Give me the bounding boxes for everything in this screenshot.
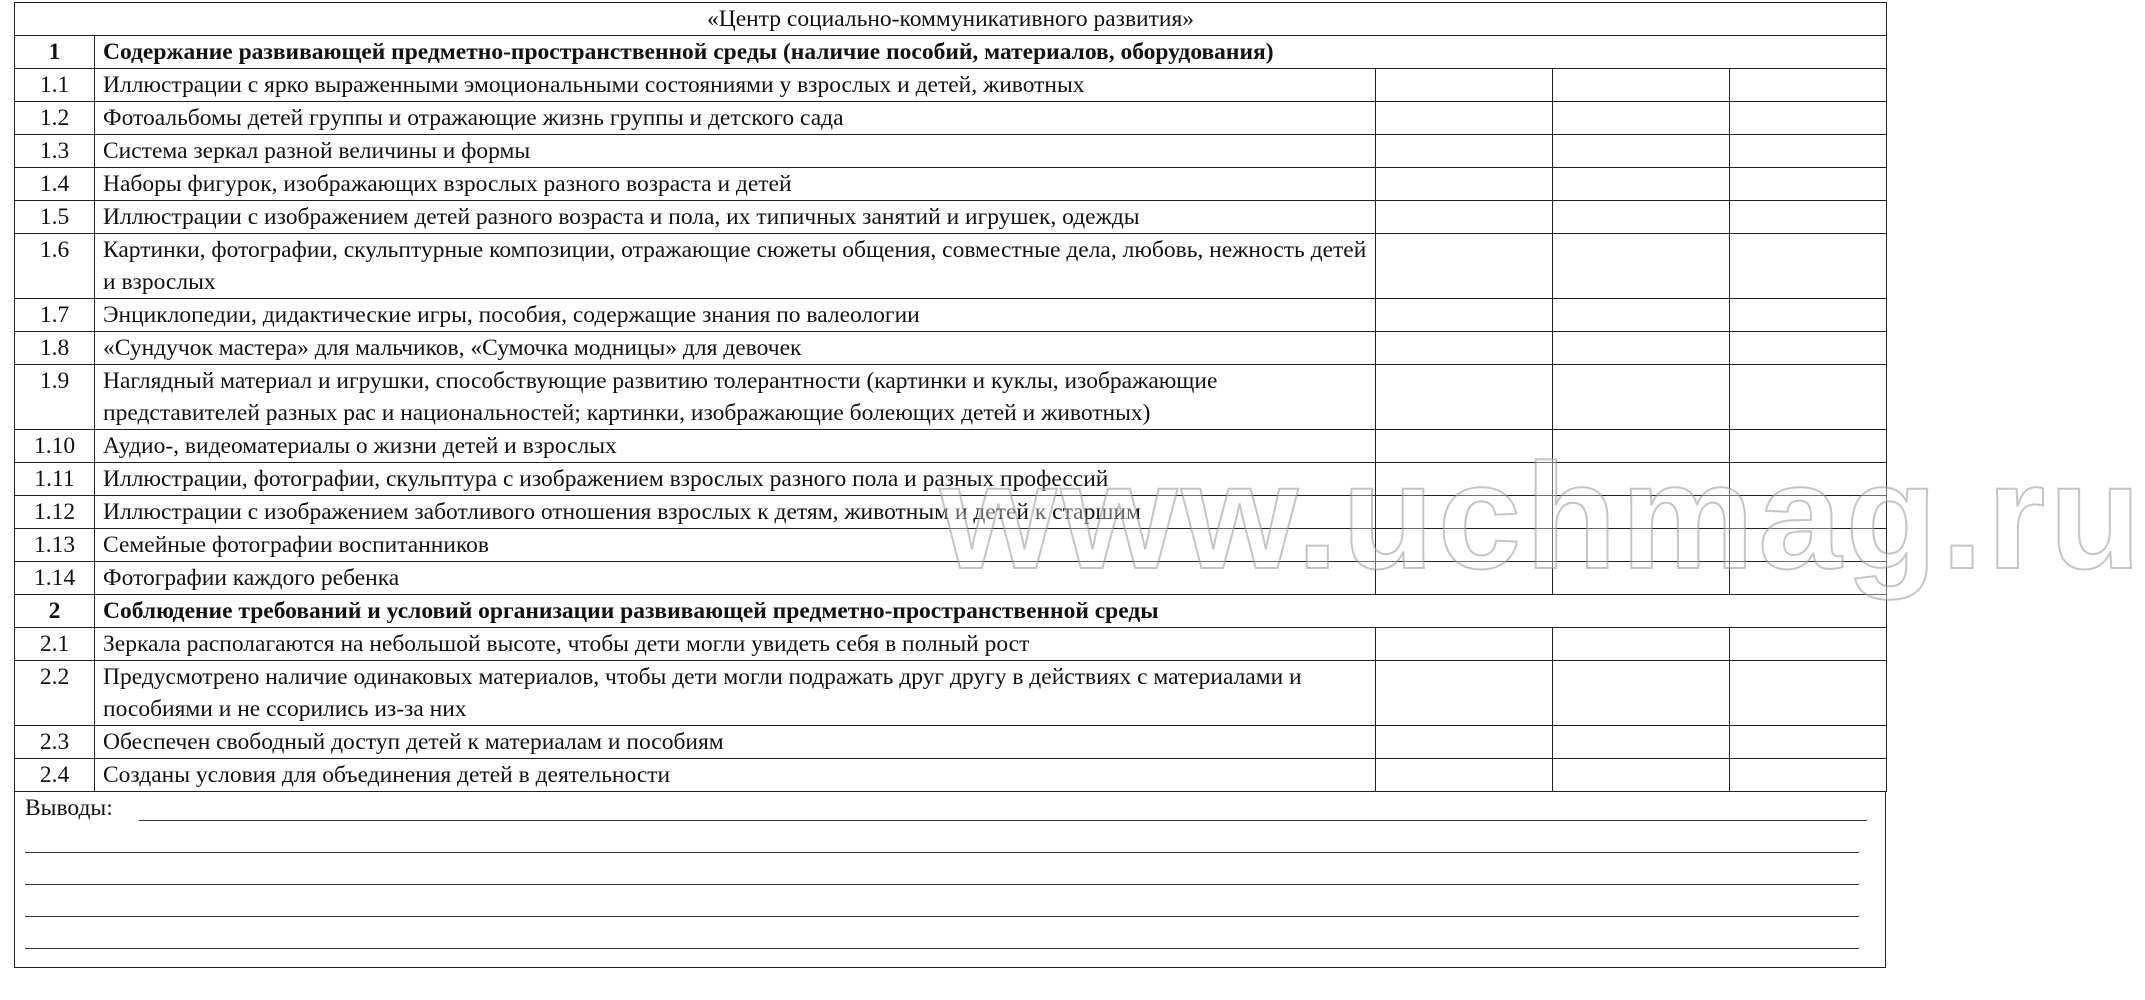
rating-cell[interactable]: [1730, 661, 1887, 726]
table-row: [15, 529, 1887, 562]
rating-cell[interactable]: [1730, 69, 1887, 102]
rating-cell[interactable]: [1730, 529, 1887, 562]
item-text: Иллюстрации с изображением заботливого отношения взрослых к детям, животным и детей к старшим: [95, 496, 1376, 529]
rating-cell[interactable]: [1376, 562, 1553, 595]
item-text: Иллюстрации, фотографии, скульптура с изображением взрослых разного пола и разных профессий: [95, 463, 1376, 496]
watermark: www.uchmag.ru: [940, 432, 2145, 600]
conclusions-line[interactable]: [25, 884, 1859, 885]
item-text: Аудио-, видеоматериалы о жизни детей и взрослых: [95, 430, 1376, 463]
rating-cell[interactable]: [1376, 463, 1553, 496]
observation-form: [14, 2, 1886, 968]
item-text: Иллюстрации с изображением детей разного возраста и пола, их типичных занятий и игрушек, одежды: [95, 201, 1376, 234]
conclusions-area: [14, 792, 1886, 968]
section-heading: Содержание развивающей предметно-пространственной среды (наличие пособий, материалов, оборудования): [95, 36, 1887, 69]
rating-cell[interactable]: [1730, 299, 1887, 332]
rating-cell[interactable]: [1553, 234, 1730, 299]
form-title: «Центр социально-коммуникативного развития»: [15, 3, 1887, 36]
section-header-row: [15, 595, 1887, 628]
rating-cell[interactable]: [1553, 102, 1730, 135]
rating-cell[interactable]: [1553, 628, 1730, 661]
table-row: [15, 69, 1887, 102]
rating-cell[interactable]: [1376, 102, 1553, 135]
table-row: [15, 661, 1887, 726]
table-row: [15, 365, 1887, 430]
item-text: Наглядный материал и игрушки, способствующие развитию толерантности (картинки и куклы, изображающие представителей разных рас и национальностей; картинки, изображающие болеющих детей и животных): [95, 365, 1376, 430]
table-row: [15, 102, 1887, 135]
rating-cell[interactable]: [1553, 529, 1730, 562]
item-text: Наборы фигурок, изображающих взрослых разного возраста и детей: [95, 168, 1376, 201]
item-text: Семейные фотографии воспитанников: [95, 529, 1376, 562]
rating-cell[interactable]: [1553, 299, 1730, 332]
item-number: 2.1: [15, 628, 95, 661]
item-text: Иллюстрации с ярко выраженными эмоциональными состояниями у взрослых и детей, животных: [95, 69, 1376, 102]
rating-cell[interactable]: [1376, 726, 1553, 759]
rating-cell[interactable]: [1730, 726, 1887, 759]
rating-cell[interactable]: [1730, 365, 1887, 430]
rating-cell[interactable]: [1553, 332, 1730, 365]
table-row: [15, 135, 1887, 168]
rating-cell[interactable]: [1376, 661, 1553, 726]
rating-cell[interactable]: [1553, 562, 1730, 595]
rating-cell[interactable]: [1376, 299, 1553, 332]
item-text: Зеркала располагаются на небольшой высоте, чтобы дети могли увидеть себя в полный рост: [95, 628, 1376, 661]
conclusions-line[interactable]: [139, 820, 1867, 821]
item-number: 2.4: [15, 759, 95, 792]
item-number: 2.3: [15, 726, 95, 759]
rating-cell[interactable]: [1376, 168, 1553, 201]
item-text: Энциклопедии, дидактические игры, пособия, содержащие знания по валеологии: [95, 299, 1376, 332]
rating-cell[interactable]: [1553, 726, 1730, 759]
section-number: 1: [15, 36, 95, 69]
item-number: 1.8: [15, 332, 95, 365]
rating-cell[interactable]: [1730, 135, 1887, 168]
rating-cell[interactable]: [1730, 234, 1887, 299]
rating-cell[interactable]: [1553, 463, 1730, 496]
table-row: [15, 201, 1887, 234]
item-number: 1.7: [15, 299, 95, 332]
rating-cell[interactable]: [1553, 661, 1730, 726]
item-text: Фотоальбомы детей группы и отражающие жизнь группы и детского сада: [95, 102, 1376, 135]
table-row: [15, 496, 1887, 529]
item-number: 1.1: [15, 69, 95, 102]
rating-cell[interactable]: [1730, 430, 1887, 463]
rating-cell[interactable]: [1730, 332, 1887, 365]
rating-cell[interactable]: [1376, 234, 1553, 299]
rating-cell[interactable]: [1730, 496, 1887, 529]
rating-cell[interactable]: [1376, 430, 1553, 463]
rating-cell[interactable]: [1376, 69, 1553, 102]
item-number: 1.2: [15, 102, 95, 135]
rating-cell[interactable]: [1730, 168, 1887, 201]
item-text: Картинки, фотографии, скульптурные композиции, отражающие сюжеты общения, совместные дела, любовь, нежность детей и взрослых: [95, 234, 1376, 299]
title-row: [15, 3, 1887, 36]
item-text: Созданы условия для объединения детей в деятельности: [95, 759, 1376, 792]
item-number: 1.13: [15, 529, 95, 562]
rating-cell[interactable]: [1376, 759, 1553, 792]
rating-cell[interactable]: [1376, 529, 1553, 562]
rating-cell[interactable]: [1730, 628, 1887, 661]
table-row: [15, 168, 1887, 201]
item-number: 1.5: [15, 201, 95, 234]
conclusions-label: Выводы:: [25, 795, 113, 821]
table-row: [15, 562, 1887, 595]
rating-cell[interactable]: [1553, 135, 1730, 168]
rating-cell[interactable]: [1376, 365, 1553, 430]
rating-cell[interactable]: [1553, 430, 1730, 463]
table-row: [15, 332, 1887, 365]
table-row: [15, 628, 1887, 661]
item-number: 1.6: [15, 234, 95, 299]
table-row: [15, 234, 1887, 299]
rating-cell[interactable]: [1376, 135, 1553, 168]
item-number: 1.10: [15, 430, 95, 463]
item-number: 1.11: [15, 463, 95, 496]
item-text: Фотографии каждого ребенка: [95, 562, 1376, 595]
section-number: 2: [15, 595, 95, 628]
rating-cell[interactable]: [1730, 463, 1887, 496]
rating-cell[interactable]: [1376, 496, 1553, 529]
item-text: «Сундучок мастера» для мальчиков, «Сумочка модницы» для девочек: [95, 332, 1376, 365]
conclusions-line[interactable]: [25, 916, 1859, 917]
rating-cell[interactable]: [1730, 759, 1887, 792]
rating-cell[interactable]: [1376, 332, 1553, 365]
rating-cell[interactable]: [1376, 201, 1553, 234]
item-number: 1.14: [15, 562, 95, 595]
table-row: [15, 299, 1887, 332]
rating-cell[interactable]: [1553, 365, 1730, 430]
rating-cell[interactable]: [1553, 69, 1730, 102]
item-text: Предусмотрено наличие одинаковых материалов, чтобы дети могли подражать друг другу в действиях с материалами и пособиями и не ссорились из-за них: [95, 661, 1376, 726]
table-row: [15, 759, 1887, 792]
rating-cell[interactable]: [1730, 102, 1887, 135]
item-number: 1.3: [15, 135, 95, 168]
rating-cell[interactable]: [1553, 496, 1730, 529]
item-number: 1.4: [15, 168, 95, 201]
table-row: [15, 463, 1887, 496]
item-number: 1.9: [15, 365, 95, 430]
table-row: [15, 430, 1887, 463]
item-number: 2.2: [15, 661, 95, 726]
rating-cell[interactable]: [1730, 201, 1887, 234]
item-text: Система зеркал разной величины и формы: [95, 135, 1376, 168]
table-row: [15, 726, 1887, 759]
checklist-table: [14, 2, 1887, 792]
rating-cell[interactable]: [1730, 562, 1887, 595]
item-number: 1.12: [15, 496, 95, 529]
section-header-row: [15, 36, 1887, 69]
section-heading: Соблюдение требований и условий организации развивающей предметно-пространственной среды: [95, 595, 1887, 628]
rating-cell[interactable]: [1553, 759, 1730, 792]
conclusions-line[interactable]: [25, 852, 1859, 853]
rating-cell[interactable]: [1553, 168, 1730, 201]
conclusions-line[interactable]: [25, 948, 1859, 949]
rating-cell[interactable]: [1553, 201, 1730, 234]
rating-cell[interactable]: [1376, 628, 1553, 661]
item-text: Обеспечен свободный доступ детей к материалам и пособиям: [95, 726, 1376, 759]
